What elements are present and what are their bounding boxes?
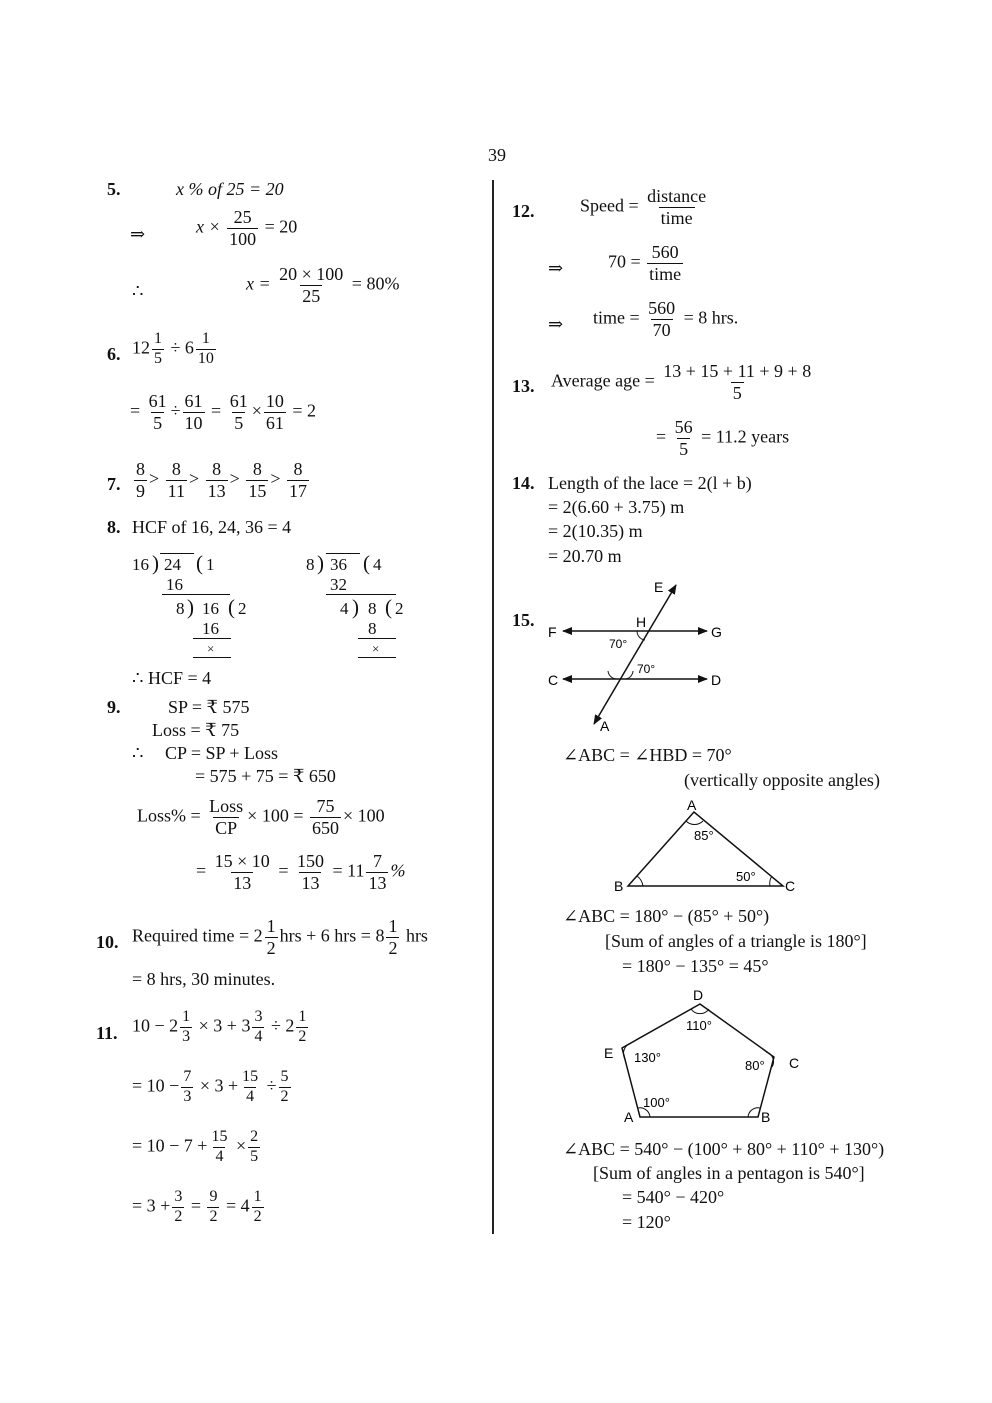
hcf-result: ∴ HCF = 4 [132, 668, 212, 688]
question-number: 6. [107, 344, 121, 364]
lace-result: = 20.70 m [548, 546, 622, 566]
angle-label: 130° [634, 1050, 661, 1065]
question-number: 7. [107, 474, 121, 494]
label-B: B [761, 1109, 771, 1125]
loss-percent-formula: Loss% = $\frac{\text{Loss}}{CP}$ × 100 = $\frac{75}{650}$ × 100 [137, 796, 385, 838]
loss-amount: Loss = ₹ 75 [152, 720, 240, 740]
angle-label: 85° [694, 828, 714, 843]
page-number: 39 [488, 145, 506, 165]
implies-symbol: ⇒ [548, 258, 564, 278]
angle-label: 50° [736, 869, 756, 884]
question-number: 14. [512, 473, 535, 493]
result-2: = 180° − 135° = 45° [622, 956, 769, 976]
angle-label: 70° [637, 662, 656, 676]
label-G: G [711, 624, 722, 640]
question-number: 8. [107, 517, 121, 537]
question-number: 5. [107, 179, 121, 199]
question-number: 13. [512, 376, 535, 396]
average-result: = $\frac{56}{5}$ = 11.2 years [656, 417, 790, 459]
statement-1: ∠ABC = ∠HBD = 70° [563, 745, 732, 765]
expression-line-1: 10 − 2 $\frac{1}{3}$ × 3 + 3 $\frac{3}{4}$ ÷ 2 $\frac{1}{2}$ [132, 1008, 307, 1045]
question-number: 11. [96, 1023, 118, 1043]
angle-label: 110° [686, 1018, 712, 1033]
expression-line-2: = 10 − $\frac{7}{3}$ × 3 + $\frac{15}{4}$ ÷ $\frac{5}{2}$ [132, 1068, 289, 1105]
label-A: A [600, 718, 610, 734]
label-E: E [604, 1045, 614, 1061]
triangle-ABC [628, 812, 783, 886]
statement-3: ∠ABC = 540° − (100° + 80° + 110° + 130°) [563, 1139, 885, 1159]
label-C: C [789, 1055, 800, 1071]
lace-step: = 2(6.60 + 3.75) m [548, 497, 685, 517]
statement-2: ∠ABC = 180° − (85° + 50°) [563, 906, 770, 926]
question-number: 15. [512, 610, 535, 630]
reason-3: [Sum of angles in a pentagon is 540°] [593, 1163, 865, 1183]
implies-symbol: ⇒ [130, 224, 146, 244]
equation: x × $\frac{25}{100}$ = 20 [196, 207, 298, 249]
label-C: C [548, 672, 559, 688]
equation: x = $\frac{20 \times 100}{25}$ = 80% [246, 264, 400, 306]
label-B: B [614, 878, 624, 894]
equation: x % of 25 = 20 [176, 179, 284, 199]
result-3: = 120° [622, 1212, 671, 1232]
cost-price-formula: CP = SP + Loss [165, 743, 279, 763]
lace-formula: Length of the lace = 2(l + b) [548, 473, 752, 493]
therefore-symbol: ∴ [132, 743, 144, 763]
label-E: E [654, 579, 664, 595]
label-D: D [693, 987, 704, 1003]
hcf-statement: HCF of 16, 24, 36 = 4 [132, 517, 292, 537]
implies-symbol: ⇒ [548, 314, 564, 334]
average-formula: Average age = $\frac{13 + 15 + 11 + 9 + 8}{5}$ [551, 361, 812, 403]
cost-price-value: = 575 + 75 = ₹ 650 [195, 766, 336, 786]
speed-formula: Speed = $\frac{\text{distance}}{\text{time}}$ [580, 186, 707, 228]
angle-label: 70° [609, 637, 628, 651]
equation: 70 = $\frac{560}{\text{time}}$ [608, 242, 682, 284]
loss-percent-result: = $\frac{15 \times 10}{13}$ = $\frac{150}{13}$ = 11 $\frac{7}{13}$ % [196, 851, 406, 893]
label-A: A [624, 1109, 634, 1125]
fraction-comparison: $\frac{8}{9}$ > $\frac{8}{11}$ > $\frac{8}{13}$ > $\frac{8}{15}$ > $\frac{8}{17}$ [136, 459, 307, 501]
time-expression: Required time = 2 $\frac{1}{2}$ hrs + 6 hrs = 8 $\frac{1}{2}$ hrs [132, 916, 428, 958]
expression: 12 $\frac{1}{5}$ ÷ 6 $\frac{1}{10}$ [132, 330, 214, 367]
label-A: A [687, 797, 697, 813]
expression: = $\frac{61}{5}$ ÷ $\frac{61}{10}$ = $\frac{61}{5}$ × $\frac{10}{61}$ = 2 [130, 391, 317, 433]
expression-line-3: = 10 − 7 + $\frac{15}{4}$ × $\frac{2}{5}$ [132, 1128, 259, 1165]
label-D: D [711, 672, 722, 688]
label-F: F [548, 624, 557, 640]
angle-label: 80° [745, 1058, 765, 1073]
lace-step: = 2(10.35) m [548, 521, 643, 541]
label-C: C [785, 878, 796, 894]
selling-price: SP = ₹ 575 [168, 697, 250, 717]
step-3: = 540° − 420° [622, 1187, 725, 1207]
angle-label: 100° [643, 1095, 670, 1110]
therefore-symbol: ∴ [132, 281, 144, 301]
time-result: = 8 hrs, 30 minutes. [132, 969, 276, 989]
equation: time = $\frac{560}{70}$ = 8 hrs. [593, 298, 739, 340]
expression-line-4: = 3 + $\frac{3}{2}$ = $\frac{9}{2}$ = 4 $\frac{1}{2}$ [132, 1188, 262, 1225]
question-number: 12. [512, 201, 535, 221]
question-number: 9. [107, 697, 121, 717]
reason-1: (vertically opposite angles) [684, 770, 880, 790]
reason-2: [Sum of angles of a triangle is 180°] [605, 931, 867, 951]
label-H: H [636, 614, 647, 630]
question-number: 10. [96, 932, 119, 952]
